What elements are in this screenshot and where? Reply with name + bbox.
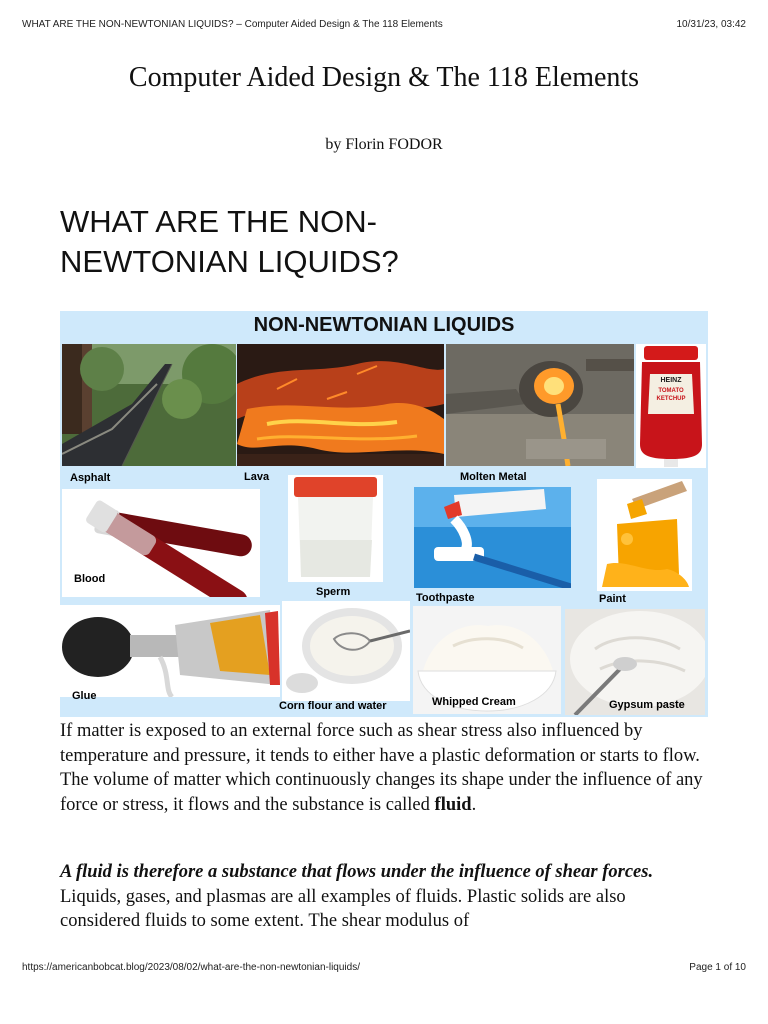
non-newtonian-infographic: [60, 311, 708, 717]
p1-bold-fluid: fluid: [434, 794, 472, 815]
body-paragraph-2: [60, 860, 710, 934]
asphalt-image: [62, 344, 236, 466]
sperm-image: [288, 475, 383, 582]
print-page-title: WHAT ARE THE NON-NEWTONIAN LIQUIDS? – Computer Aided Design & The 118 Elements: [22, 19, 443, 30]
label-lava: Lava: [244, 471, 270, 483]
print-footer: [22, 962, 746, 973]
print-header: [22, 19, 746, 30]
byline: by Florin FODOR: [325, 136, 443, 153]
label-blood: Blood: [74, 573, 106, 585]
ketchup-line1-text: TOMATO: [658, 388, 684, 394]
ketchup-brand-text: HEINZ: [660, 377, 682, 384]
print-page-number: Page 1 of 10: [689, 962, 746, 973]
ketchup-line2-text: KETCHUP: [656, 396, 686, 402]
label-gypsum-paste: Gypsum paste: [609, 699, 685, 711]
body-paragraph-1: [60, 719, 710, 817]
label-molten-metal: Molten Metal: [460, 471, 527, 483]
label-sperm: Sperm: [316, 586, 351, 598]
label-corn-flour: Corn flour and water: [279, 700, 387, 712]
p1-end: .: [471, 794, 477, 815]
toothpaste-image: [414, 487, 571, 588]
label-glue: Glue: [72, 690, 97, 702]
p2-text: Liquids, gases, and plasmas are all examples of fluids. Plastic solids are also considered fluids to some extent. The shear modulus of: [60, 886, 626, 931]
site-title[interactable]: Computer Aided Design & The 118 Elements: [128, 62, 640, 93]
print-datetime: 10/31/23, 03:42: [676, 19, 746, 30]
lava-image: [237, 344, 444, 466]
p2-definition: A fluid is therefore a substance that flows under the influence of shear forces.: [60, 862, 654, 882]
label-asphalt: Asphalt: [70, 472, 111, 484]
infographic-heading: NON-NEWTONIAN LIQUIDS: [253, 314, 515, 336]
paint-image: [597, 479, 692, 591]
print-url[interactable]: https://americanbobcat.blog/2023/08/02/what-are-the-non-newtonian-liquids/: [22, 962, 360, 973]
ketchup-image: [636, 344, 706, 468]
post-title: WHAT ARE THE NON-NEWTONIAN LIQUIDS?: [60, 204, 399, 279]
glue-image: [60, 605, 280, 697]
label-toothpaste: Toothpaste: [416, 592, 475, 604]
label-paint: Paint: [599, 593, 626, 605]
label-whipped-cream: Whipped Cream: [432, 696, 516, 708]
corn-flour-image: [282, 601, 410, 701]
p1-text: If matter is exposed to an external force such as shear stress also influenced by temperature and pressure, it tends to either have a plastic deformation or starts to flow. The volume of matter which continuously changes its shape under the influence of any force or stress, it flows and the substance is called: [60, 721, 703, 815]
molten-metal-image: [446, 344, 634, 466]
